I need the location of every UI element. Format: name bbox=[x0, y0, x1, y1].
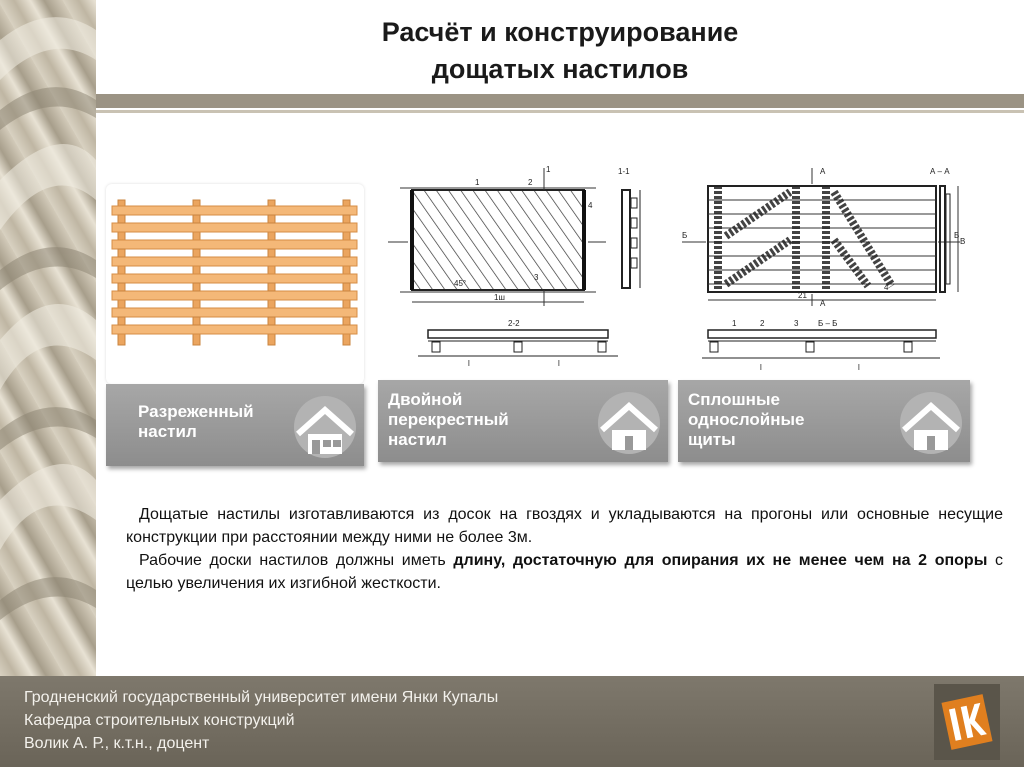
university-logo bbox=[934, 684, 1000, 760]
drawing-label: Б bbox=[682, 231, 688, 240]
double-cross-drawing bbox=[378, 160, 668, 378]
sparse-decking-illustration bbox=[106, 184, 364, 384]
drawing-label: l bbox=[558, 359, 560, 368]
label-line: Разреженный bbox=[138, 402, 254, 421]
paragraph-2 bbox=[126, 549, 1003, 595]
p2-text-end: с целью увеличения их изгибной жесткости. bbox=[126, 552, 1003, 592]
header-bar bbox=[96, 94, 1024, 108]
p2-bold: длину, достаточную для опирания их не менее чем на 2 опоры bbox=[453, 552, 988, 569]
label-line: щиты bbox=[688, 430, 736, 449]
support-beams bbox=[118, 200, 350, 345]
p2-text: Рабочие доски настилов должны иметь bbox=[139, 552, 454, 569]
drawing-label: B bbox=[960, 237, 966, 246]
section-b-b bbox=[702, 330, 940, 358]
label-line: Двойной bbox=[388, 390, 463, 409]
label-line: перекрестный bbox=[388, 410, 509, 429]
section-2-2 bbox=[418, 330, 618, 356]
body-text bbox=[126, 503, 1003, 595]
card-label-double-cross bbox=[378, 380, 668, 462]
sparse-decking-image bbox=[106, 184, 364, 384]
card-label-sparse bbox=[106, 384, 364, 466]
drawing-label: 1ш bbox=[494, 293, 505, 302]
footer bbox=[0, 676, 1024, 767]
deck-boards bbox=[112, 206, 357, 334]
card-double-cross-decking bbox=[378, 160, 668, 462]
house-icon bbox=[896, 390, 966, 456]
footer-department: Кафедра строительных конструкций bbox=[24, 712, 295, 729]
card-solid-shields bbox=[678, 160, 972, 462]
label-line: настил bbox=[388, 430, 447, 449]
deck-plan bbox=[412, 190, 584, 290]
drawing-label: l bbox=[468, 359, 470, 368]
drawing-label: 2-2 bbox=[508, 319, 520, 328]
card-sparse-decking bbox=[106, 184, 364, 466]
house-icon bbox=[290, 394, 360, 460]
drawing-label: Б – Б bbox=[818, 319, 838, 328]
drawing-label: l bbox=[858, 363, 860, 372]
drawing-label: 4 bbox=[588, 201, 593, 210]
drawing-label: А bbox=[820, 167, 826, 176]
drawing-label: 1-1 bbox=[618, 167, 630, 176]
drawing-label: 45° bbox=[454, 279, 467, 288]
solid-shields-drawing bbox=[678, 160, 972, 378]
footer-university: Гродненский государственный университет имени Янки Купалы bbox=[24, 689, 499, 706]
drawing-label: 1 bbox=[546, 165, 551, 174]
drawing-label: 4 bbox=[884, 283, 889, 292]
drawing-label: А bbox=[820, 299, 826, 308]
drawing-label: 1 bbox=[732, 319, 737, 328]
paragraph-1: Дощатые настилы изготавливаются из досок на гвоздях и укладываются на прогоны или основные несущие конструкции при расстоянии между ними не более 3м. bbox=[126, 506, 1003, 546]
drawing-label: 2 bbox=[528, 178, 533, 187]
drawing-label: Б bbox=[954, 231, 960, 240]
label-line: настил bbox=[138, 422, 197, 441]
drawing-label: 3 bbox=[794, 319, 799, 328]
house-icon bbox=[594, 390, 664, 456]
drawing-label: А – А bbox=[930, 167, 950, 176]
section-1-1 bbox=[622, 190, 640, 288]
footer-author: Волик А. Р., к.т.н., доцент bbox=[24, 735, 210, 752]
drawing-label: l bbox=[760, 363, 762, 372]
title-line-1: Расчёт и конструирование bbox=[381, 17, 739, 47]
drawing-label: 3 bbox=[534, 273, 539, 282]
label-line: однослойные bbox=[688, 410, 805, 429]
section-a-a bbox=[940, 186, 950, 292]
drawing-label: 2 bbox=[760, 319, 765, 328]
side-decoration bbox=[0, 0, 96, 676]
label-line: Сплошные bbox=[688, 390, 780, 409]
card-label-solid bbox=[678, 380, 970, 462]
drawing-label: 21 bbox=[798, 291, 807, 300]
drawing-label: 1 bbox=[475, 178, 480, 187]
slide-title bbox=[300, 14, 820, 88]
header-underline bbox=[96, 110, 1024, 113]
title-line-2: дощатых настилов bbox=[431, 54, 689, 84]
